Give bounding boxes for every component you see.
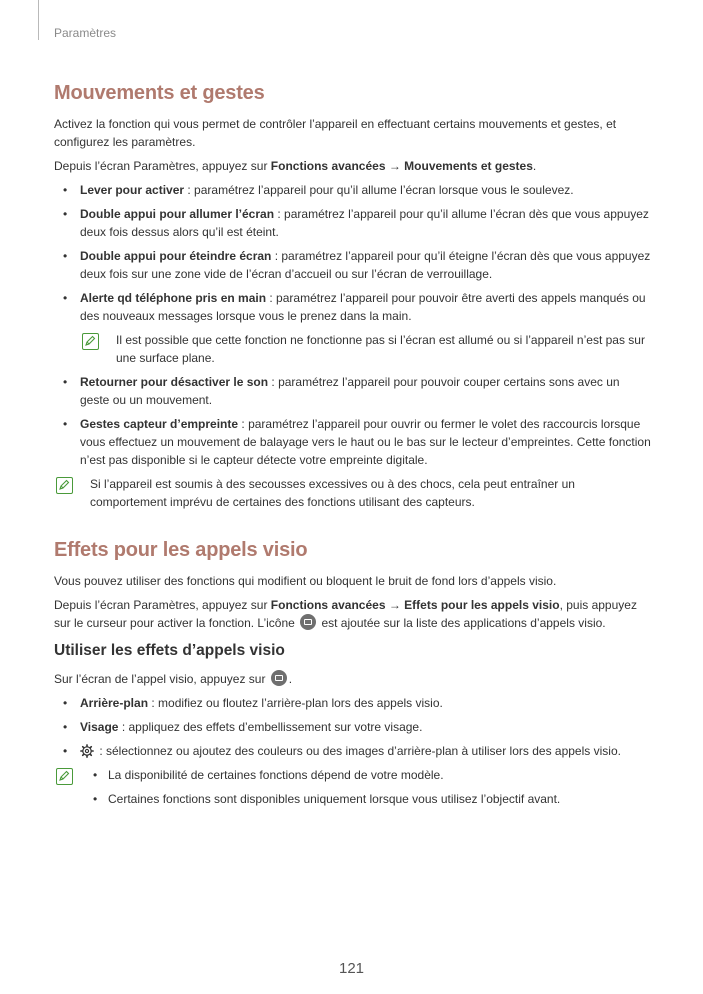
list-item: • Lever pour activer : paramétrez l’appareil pour qu’il allume l’écran lorsque vous le soulevez. (54, 181, 652, 199)
section-title-video-call-effects: Effets pour les appels visio (54, 539, 308, 561)
note-list (90, 766, 652, 808)
settings-gear-icon (80, 744, 94, 758)
list-item: • Gestes capteur d’empreinte : paramétrez l’appareil pour ouvrir ou fermer le volet des raccourcis lorsque vous effectuez un mouvement de balayage vers le haut ou le bas sur le lecteur d’empreintes. Cette fonction n’est pas disponible si le capteur détecte votre empreinte digitale. (54, 415, 652, 469)
page-number: 121 (338, 960, 365, 977)
list-item: • Arrière-plan : modifiez ou floutez l’arrière-plan lors des appels visio. (54, 694, 652, 712)
video-effects-icon (271, 670, 287, 686)
section-intro: Vous pouvez utiliser des fonctions qui modifient ou bloquent le bruit de fond lors d’appels visio. (54, 574, 557, 588)
settings-path: Depuis l’écran Paramètres, appuyez sur Fonctions avancées → Mouvements et gestes. (54, 159, 537, 173)
section-intro: Activez la fonction qui vous permet de contrôler l’appareil en effectuant certains mouvements et gestes, et configurez les paramètres. (54, 117, 617, 149)
list-item: • Retourner pour désactiver le son : paramétrez l’appareil pour pouvoir couper certains sons avec un geste ou un mouvement. (54, 373, 652, 409)
motions-list-continued (54, 373, 652, 469)
list-item: • Alerte qd téléphone pris en main : paramétrez l’appareil pour pouvoir être averti des appels manqués ou des nouveaux messages lorsque vous le prenez dans la main. (54, 289, 652, 325)
motions-list (54, 181, 652, 325)
note-pencil-icon (56, 768, 73, 785)
note-pencil-icon (56, 477, 73, 494)
note-callout: Il est possible que cette fonction ne fonctionne pas si l’écran est allumé ou si l’appareil n’est pas sur une surface plane. (80, 331, 652, 367)
list-item: • La disponibilité de certaines fonctions dépend de votre modèle. (90, 766, 652, 784)
list-item: • Double appui pour allumer l’écran : paramétrez l’appareil pour qu’il allume l’écran dès que vous appuyez deux fois dessus alors qu’il est éteint. (54, 205, 652, 241)
page-margin-rule (38, 0, 39, 40)
note-callout (54, 766, 652, 808)
note-callout: Si l’appareil est soumis à des secousses excessives ou à des chocs, cela peut entraîner un comportement imprévu de certaines des fonctions utilisant des capteurs. (54, 475, 652, 511)
list-item: • : sélectionnez ou ajoutez des couleurs ou des images d’arrière-plan à utiliser lors des appels visio. (54, 742, 652, 760)
list-item: • Visage : appliquez des effets d’embellissement sur votre visage. (54, 718, 652, 736)
video-effects-list (54, 694, 652, 760)
subsection-title: Utiliser les effets d’appels visio (54, 642, 285, 659)
settings-path: Depuis l’écran Paramètres, appuyez sur Fonctions avancées → Effets pour les appels visio, puis appuyez sur le curseur pour activer la fonction. L’icône est ajoutée sur la liste des applications d’appels visio. (54, 598, 637, 630)
section-title-motions: Mouvements et gestes (54, 82, 265, 104)
note-pencil-icon (82, 333, 99, 350)
running-header: Paramètres (54, 26, 117, 40)
page-content (54, 82, 652, 814)
subsection-intro: Sur l’écran de l’appel visio, appuyez sur . (54, 672, 293, 686)
list-item: • Certaines fonctions sont disponibles uniquement lorsque vous utilisez l’objectif avant. (90, 790, 652, 808)
list-item: • Double appui pour éteindre écran : paramétrez l’appareil pour qu’il éteigne l’écran dès que vous appuyez deux fois sur une zone vide de l’écran d’accueil ou sur l’écran de verrouillage. (54, 247, 652, 283)
video-effects-icon (300, 614, 316, 630)
